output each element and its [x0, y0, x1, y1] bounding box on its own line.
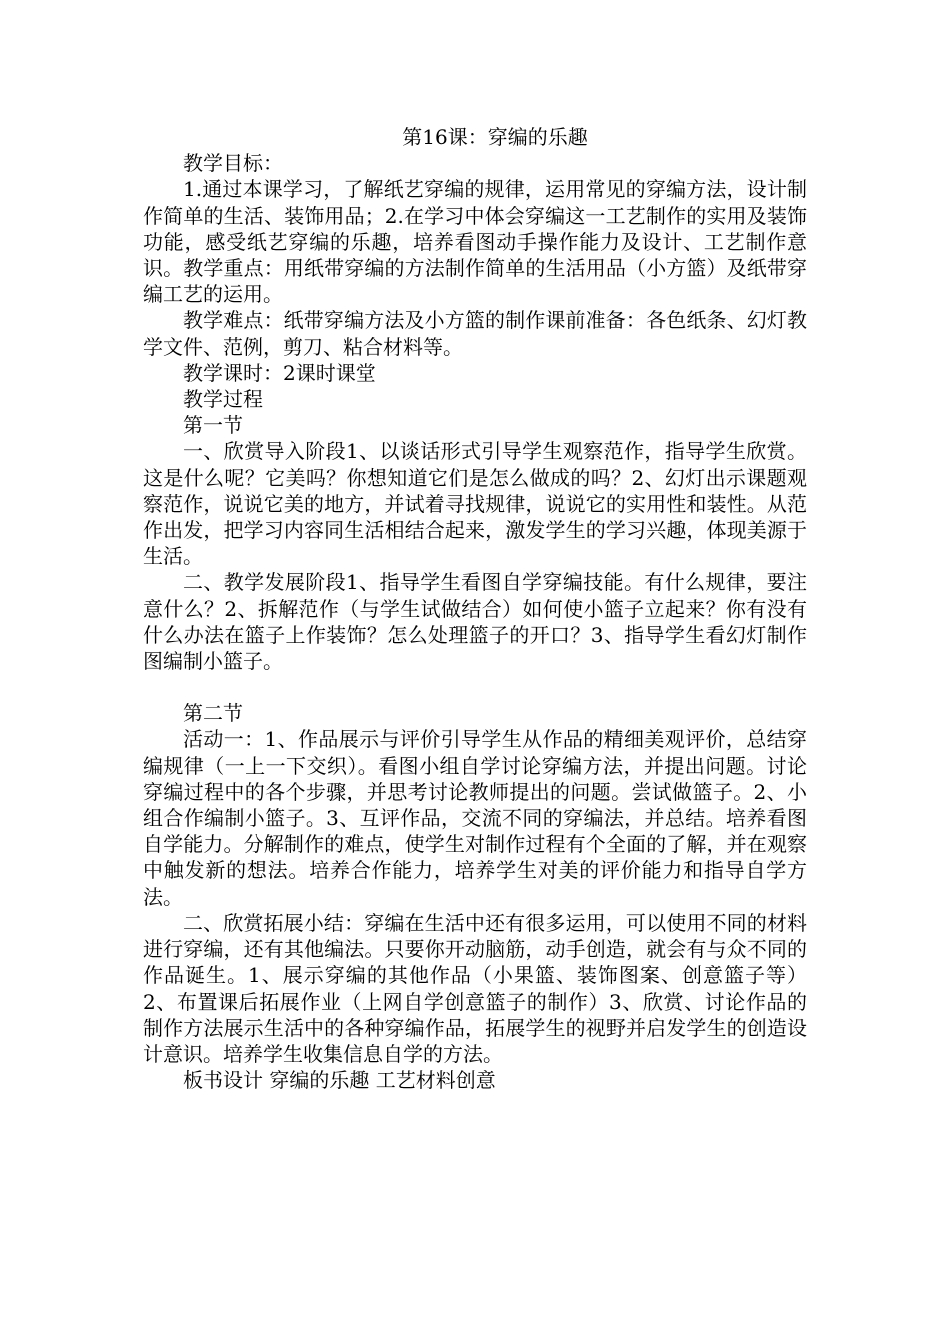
section-teaching-goals-heading: 教学目标：: [183, 151, 283, 176]
paragraph-extension-summary: 二、欣赏拓展小结：穿编在生活中还有很多运用，可以使用不同的材料进行穿编，还有其他编法。只要你开动脑筋，动手创造，就会有与众不同的作品诞生。1、展示穿编的其他作品（小果篮、装饰图案、创意篮子等）2、布置课后拓展作业（上网自学创意篮子的制作）3、欣赏、讨论作品的制作方法展示生活中的各种穿编作品，拓展学生的视野并启发学生的创造设计意识。培养学生收集信息自学的方法。: [143, 910, 807, 1066]
blank-line: [143, 674, 807, 700]
paragraph-teaching-development: 二、教学发展阶段1、指导学生看图自学穿编技能。有什么规律，要注意什么？2、拆解范作（与学生试做结合）如何使小篮子立起来？你有没有什么办法在篮子上作装饰？怎么处理篮子的开口？3、指导学生看幻灯制作图编制小篮子。: [143, 570, 807, 674]
lesson-title: 第16课：穿编的乐趣: [402, 125, 588, 149]
paragraph-appreciation-intro: 一、欣赏导入阶段1、以谈话形式引导学生观察范作，指导学生欣赏。这是什么呢？它美吗？你想知道它们是怎么做成的吗？2、幻灯出示课题观察范作，说说它美的地方，并试着寻找规律，说说它的实用性和装性。从范作出发，把学习内容同生活相结合起来，激发学生的学习兴趣，体现美源于生活。: [143, 439, 807, 569]
paragraph-class-hours: 教学课时：2课时课堂: [183, 360, 376, 385]
section-second-lesson-heading: 第二节: [183, 701, 243, 726]
section-teaching-process-heading: 教学过程: [183, 387, 263, 412]
document-body: [143, 124, 807, 1093]
paragraph-board-design: 板书设计 穿编的乐趣 工艺材料创意: [183, 1068, 496, 1093]
paragraph-teaching-difficulty: 教学难点：纸带穿编方法及小方篮的制作课前准备：各色纸条、幻灯教学文件、范例，剪刀、粘合材料等。: [143, 308, 807, 359]
paragraph-teaching-goals: 1.通过本课学习，了解纸艺穿编的规律，运用常见的穿编方法，设计制作简单的生活、装饰用品；2.在学习中体会穿编这一工艺制作的实用及装饰功能，感受纸艺穿编的乐趣，培养看图动手操作能力及设计、工艺制作意识。教学重点：用纸带穿编的方法制作简单的生活用品（小方篮）及纸带穿编工艺的运用。: [143, 177, 807, 307]
paragraph-activity-one: 活动一：1、作品展示与评价引导学生从作品的精细美观评价，总结穿编规律（一上一下交织）。看图小组自学讨论穿编方法，并提出问题。讨论穿编过程中的各个步骤，并思考讨论教师提出的问题。尝试做篮子。2、小组合作编制小篮子。3、互评作品，交流不同的穿编法，并总结。培养看图自学能力。分解制作的难点，使学生对制作过程有个全面的了解，并在观察中触发新的想法。培养合作能力，培养学生对美的评价能力和指导自学方法。: [143, 727, 807, 909]
section-first-lesson-heading: 第一节: [183, 413, 243, 438]
